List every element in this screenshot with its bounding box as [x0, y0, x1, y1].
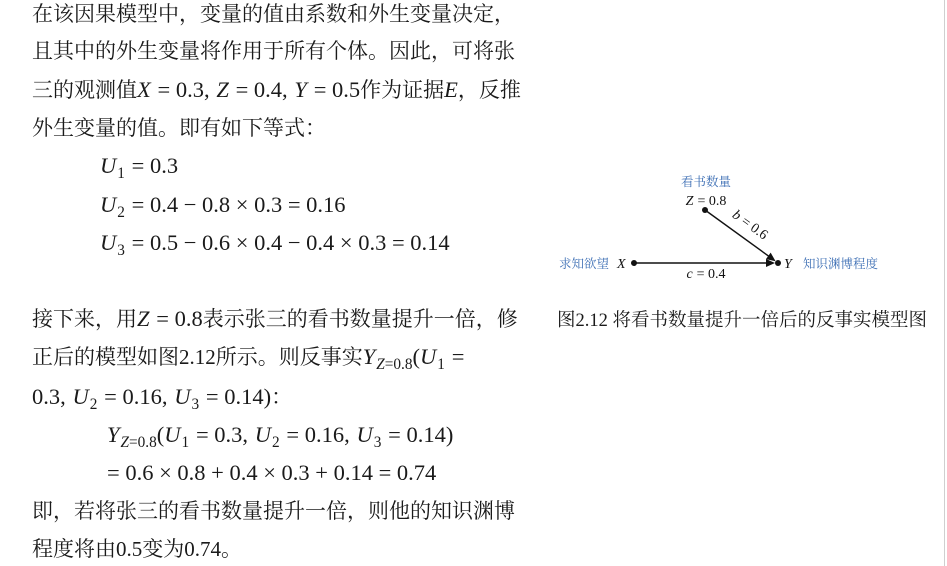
- math-variable-y: Y: [107, 422, 120, 447]
- math-variable-u: U: [100, 192, 117, 217]
- edge-z-to-y-label: [729, 208, 770, 244]
- math-variable-u: U: [356, 422, 373, 447]
- math-variable-u: U: [100, 153, 117, 178]
- paragraph-1-line-4: 外生变量的值。即有如下等式：: [32, 116, 326, 140]
- equation-rhs: = 0.5 − 0.6 × 0.4 − 0.4 × 0.3 = 0.14: [131, 230, 450, 255]
- math-term-u1: [100, 152, 125, 183]
- math-equals: =: [451, 344, 465, 369]
- node-z-value: = 0.8: [697, 194, 727, 209]
- math-term-u2: [255, 421, 280, 452]
- text-segment: ，反推: [457, 78, 521, 102]
- math-paren-open: (: [412, 344, 421, 369]
- math-value-u2: = 0.16,: [286, 422, 350, 447]
- paragraph-2-line-3: [32, 383, 293, 414]
- paragraph-1-line-3: [32, 76, 521, 104]
- math-variable-u: U: [72, 384, 89, 409]
- math-subscript-variable: Z: [120, 434, 130, 452]
- node-z-symbol: Z: [685, 194, 694, 209]
- text-segment: 接下来，用: [32, 307, 137, 331]
- math-term-u1: [420, 343, 445, 374]
- math-term-y-z: [363, 343, 413, 374]
- math-variable-z: Z: [137, 306, 150, 331]
- figure-caption: 图2.12 将看书数量提升一倍后的反事实模型图: [557, 311, 928, 331]
- math-value-y: = 0.5: [313, 77, 361, 102]
- node-x-symbol: X: [617, 257, 626, 272]
- equation-u3: [100, 229, 450, 260]
- math-subscript: 2: [117, 204, 125, 222]
- math-paren-open: (: [156, 422, 165, 447]
- math-subscript: 1: [437, 356, 445, 374]
- math-variable-e: E: [444, 77, 458, 102]
- math-subscript: 1: [117, 165, 125, 183]
- math-term-u3: [100, 229, 125, 260]
- node-x-label: 求知欲望: [558, 257, 609, 271]
- math-variable-u: U: [254, 422, 272, 447]
- text-segment: 三的观测值: [32, 78, 137, 102]
- math-term-u1: [164, 421, 189, 452]
- counterfactual-equation-line-2: [107, 459, 436, 487]
- math-variable-u: U: [164, 422, 181, 447]
- equation-rhs: = 0.3: [131, 153, 179, 178]
- page-right-border: [944, 0, 945, 566]
- node-y-dot: [775, 260, 781, 266]
- math-subscript: [121, 434, 157, 451]
- math-variable-u: U: [174, 384, 191, 409]
- math-subscript: 3: [373, 434, 382, 452]
- math-value-x: = 0.3,: [157, 77, 210, 102]
- counterfactual-equation-line-1: [107, 421, 454, 452]
- text-segment: 正后的模型如图2.12所示。则反事实: [32, 345, 363, 369]
- equation-u1: [100, 152, 179, 183]
- edge-z-to-y-value: = 0.6: [738, 214, 771, 244]
- text-segment: 表示张三的看书数量提升一倍，修: [202, 307, 518, 331]
- equation-rhs: = 0.4 − 0.8 × 0.3 = 0.16: [131, 192, 346, 217]
- node-y-symbol: Y: [784, 257, 792, 272]
- node-z-annotation: [686, 194, 727, 209]
- edge-z-to-y-symbol: b: [729, 207, 744, 224]
- math-value-u2: = 0.16,: [104, 384, 168, 409]
- math-subscript: 3: [117, 242, 125, 260]
- edge-x-to-y-symbol: c: [686, 267, 693, 282]
- math-subscript: [376, 356, 412, 373]
- math-value-z: = 0.4,: [235, 77, 288, 102]
- edge-x-to-y-label: [686, 267, 725, 282]
- math-variable-y: Y: [362, 344, 376, 369]
- equation-rhs: = 0.6 × 0.8 + 0.4 × 0.3 + 0.14 = 0.74: [107, 460, 437, 485]
- math-value-u3: = 0.14): [388, 422, 454, 447]
- math-value-u1: = 0.3,: [195, 422, 249, 447]
- math-term-u3: [357, 421, 382, 452]
- paragraph-1-line-1: 在该因果模型中，变量的值由系数和外生变量决定，: [32, 2, 515, 26]
- text-segment: ：: [271, 385, 293, 409]
- node-x-dot: [631, 260, 637, 266]
- math-term-u2: [73, 383, 98, 414]
- math-term-y-z: [107, 421, 157, 452]
- equation-u2: [100, 191, 346, 222]
- text-segment: 作为证据: [360, 78, 445, 102]
- math-value-u1: 0.3,: [32, 384, 66, 409]
- math-variable-z: Z: [216, 77, 229, 102]
- paragraph-2-line-1: [32, 305, 518, 333]
- paragraph-3-line-1: 即，若将张三的看书数量提升一倍，则他的知识渊博: [32, 499, 515, 523]
- math-term-u2: [100, 191, 125, 222]
- node-z-label: 看书数量: [680, 175, 732, 189]
- node-y-label: 知识渊博程度: [803, 257, 879, 271]
- math-variable-u: U: [420, 344, 437, 369]
- math-subscript: 2: [272, 434, 280, 452]
- math-term-u3: [174, 383, 199, 414]
- counterfactual-model-diagram: [540, 165, 900, 290]
- paragraph-2-line-2: [32, 343, 465, 374]
- paragraph-3-line-2: 程度将由0.5变为0.74。: [32, 537, 242, 561]
- math-variable-u: U: [100, 230, 117, 255]
- math-variable-y: Y: [294, 77, 307, 102]
- math-value-z: = 0.8: [156, 306, 203, 331]
- math-subscript: 3: [191, 396, 200, 414]
- math-subscript-value: =0.8: [129, 434, 157, 452]
- edge-x-to-y-value: = 0.4: [696, 267, 726, 282]
- paragraph-1-line-2: 且其中的外生变量将作用于所有个体。因此，可将张: [32, 39, 515, 63]
- math-subscript-variable: Z: [376, 356, 385, 374]
- math-subscript-value: =0.8: [384, 356, 413, 374]
- math-value-u3: = 0.14): [205, 384, 272, 409]
- math-subscript: 1: [181, 434, 190, 452]
- math-subscript: 2: [89, 396, 98, 414]
- math-variable-x: X: [137, 77, 151, 102]
